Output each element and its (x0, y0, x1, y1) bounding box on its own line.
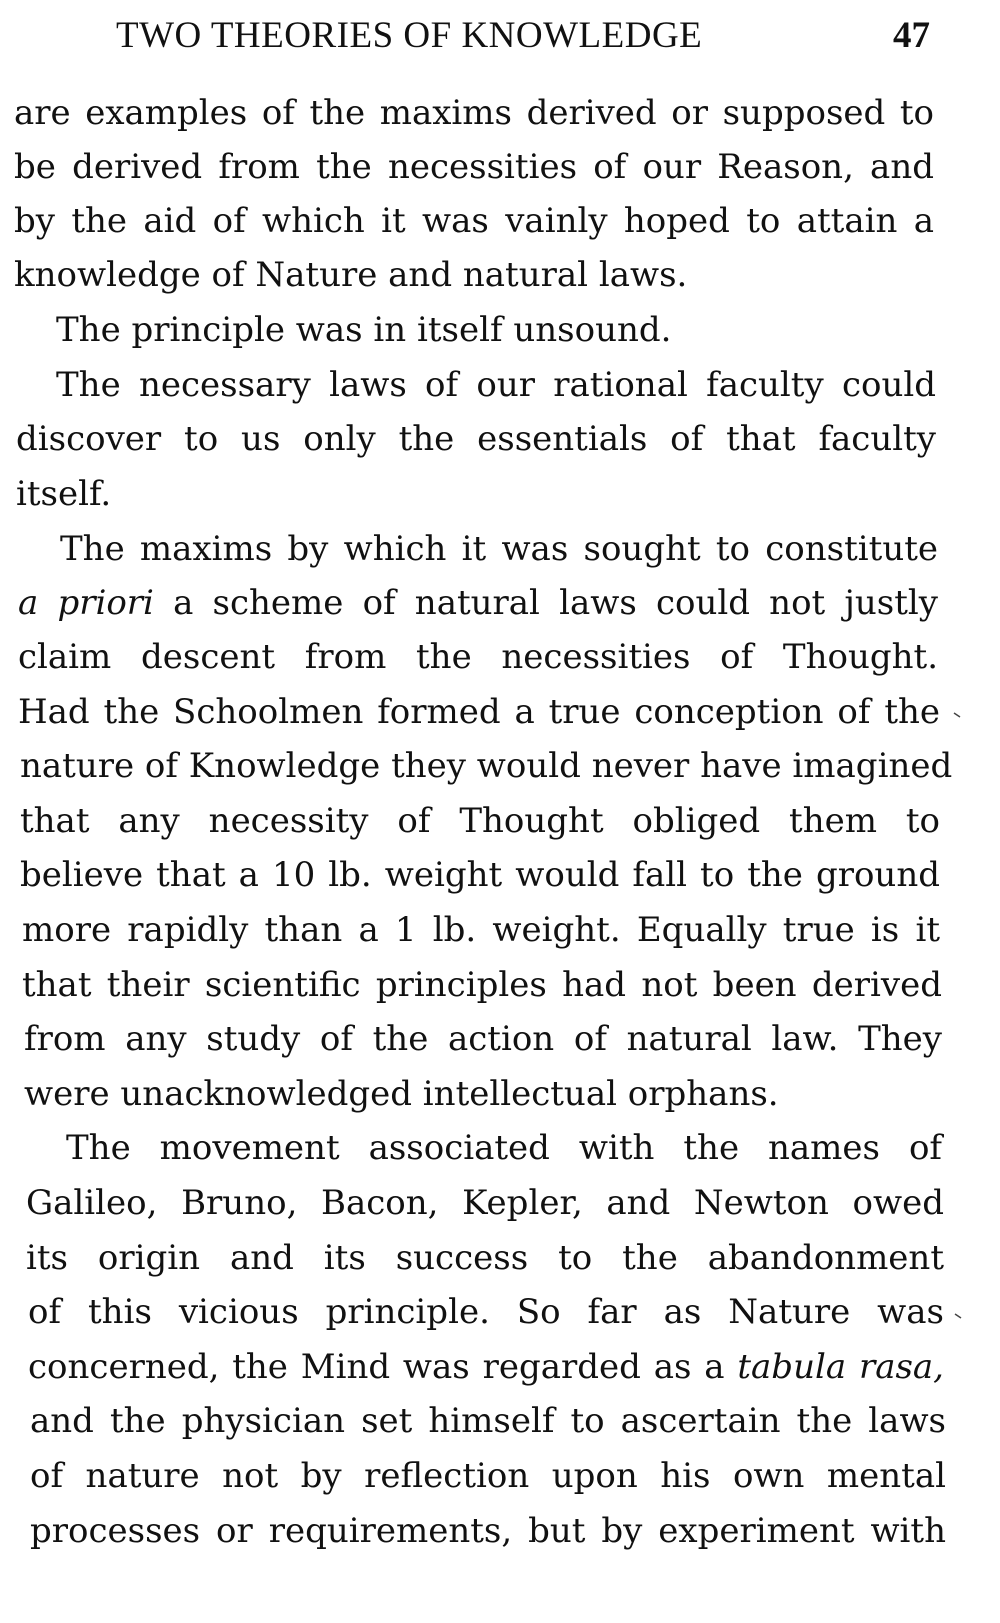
text-line (28, 1342, 944, 1392)
text-line: nature of Knowledge they would never have imagined (20, 746, 953, 786)
italic-phrase: a priori (18, 583, 154, 623)
text-line: The necessary laws of our rational faculty could (56, 365, 936, 405)
text-line: were unacknowledged intellectual orphans. (24, 1074, 779, 1114)
italic-phrase: tabula rasa, (737, 1347, 944, 1387)
running-title: TWO THEORIES OF KNOWLEDGE (116, 15, 703, 56)
text-line: are examples of the maxims derived or supposed to (14, 93, 934, 133)
text-line: of nature not by reflection upon his own mental (30, 1456, 946, 1496)
text-line: itself. (16, 474, 112, 514)
text-line: that any necessity of Thought obliged them to (20, 801, 940, 841)
text-line: by the aid of which it was vainly hoped to attain a (14, 201, 934, 241)
margin-mark (954, 1313, 962, 1319)
margin-mark (953, 712, 961, 718)
text-line: Had the Schoolmen formed a true conception of the (18, 692, 940, 732)
text-line: believe that a 10 lb. weight would fall to the ground (20, 855, 940, 895)
text-line: The principle was in itself unsound. (56, 310, 672, 350)
text-line: processes or requirements, but by experiment with (30, 1511, 946, 1551)
text-line: of this vicious principle. So far as Nature was (28, 1292, 944, 1332)
line-text: a scheme of natural laws could not justly (153, 583, 938, 623)
text-line: discover to us only the essentials of that faculty (16, 419, 936, 459)
text-line: more rapidly than a 1 lb. weight. Equally true is it (22, 910, 940, 950)
running-header (0, 10, 1000, 62)
line-text: concerned, the Mind was regarded as a (28, 1347, 738, 1387)
text-line (18, 578, 938, 628)
text-line: its origin and its success to the abandonment (26, 1238, 944, 1278)
text-line: The maxims by which it was sought to constitute (60, 529, 938, 569)
text-line: that their scientific principles had not been derived (22, 965, 942, 1005)
text-line: be derived from the necessities of our Reason, and (14, 147, 934, 187)
text-line: claim descent from the necessities of Thought. (18, 637, 938, 677)
text-line: knowledge of Nature and natural laws. (14, 255, 688, 295)
text-line: Galileo, Bruno, Bacon, Kepler, and Newton owed (26, 1183, 944, 1223)
text-line: from any study of the action of natural law. They (24, 1019, 942, 1059)
text-line: and the physician set himself to ascertain the laws (30, 1401, 946, 1441)
page-number: 47 (893, 15, 930, 56)
text-line: The movement associated with the names of (66, 1128, 942, 1168)
